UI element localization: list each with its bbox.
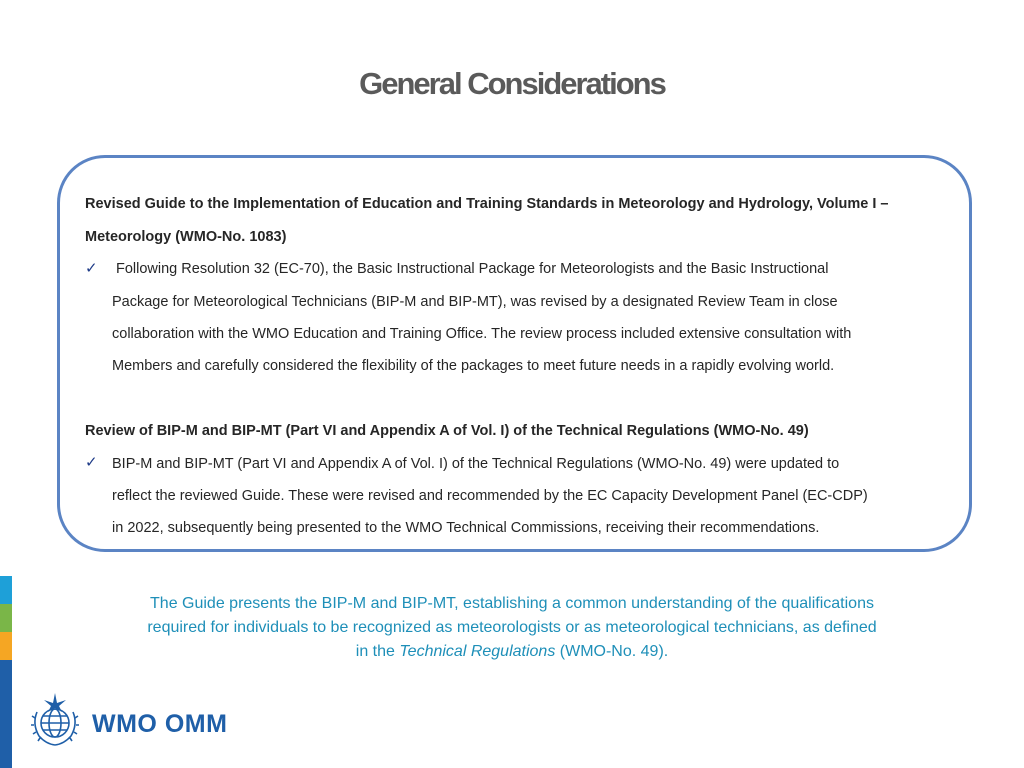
slide-title: General Considerations <box>359 66 665 101</box>
section1-heading-line2: Meteorology (WMO-No. 1083) <box>85 229 287 245</box>
caption-italic-title: Technical Regulations <box>399 643 556 660</box>
stripe-orange <box>0 632 12 660</box>
stripe-green <box>0 604 12 632</box>
section1-bullet-line: Members and carefully considered the flexibility of the packages to meet future needs in a rapidly evolving world. <box>112 358 835 374</box>
section2-bullet-line: BIP-M and BIP-MT (Part VI and Appendix A of Vol. I) of the Technical Regulations (WMO-No. 49) were updated to <box>112 456 840 472</box>
caption-line2: required for individuals to be recognized as meteorologists or as meteorological technicians, as defined <box>147 619 877 636</box>
section2-bullet-line: in 2022, subsequently being presented to the WMO Technical Commissions, receiving their recommendations. <box>112 520 820 536</box>
stripe-blue-dark <box>0 660 12 768</box>
caption-line3-suffix: (WMO-No. 49). <box>555 643 669 660</box>
section2-heading: Review of BIP-M and BIP-MT (Part VI and Appendix A of Vol. I) of the Technical Regulations (WMO-No. 49) <box>85 423 809 439</box>
caption-line1: The Guide presents the BIP-M and BIP-MT, establishing a common understanding of the qualifications <box>150 595 874 612</box>
caption-line3 <box>0 640 1024 664</box>
section1-heading-line1: Revised Guide to the Implementation of Education and Training Standards in Meteorology and Hydrology, Volume I – <box>85 196 889 212</box>
section1-bullet-line: Package for Meteorological Technicians (BIP-M and BIP-MT), was revised by a designated Review Team in close <box>112 294 838 310</box>
caption-line3-prefix: in the <box>355 643 400 660</box>
checkmark-icon: ✓ <box>85 260 98 277</box>
section1-bullet-line: Following Resolution 32 (EC-70), the Basic Instructional Package for Meteorologists and the Basic Instructional <box>116 261 829 277</box>
wmo-logo-text: WMO OMM <box>92 710 228 738</box>
section1-bullet-line: collaboration with the WMO Education and Training Office. The review process included extensive consultation with <box>112 326 852 342</box>
stripe-blue-light <box>0 576 12 604</box>
wmo-emblem-icon <box>28 692 82 748</box>
section2-bullet-line: reflect the reviewed Guide. These were revised and recommended by the EC Capacity Development Panel (EC-CDP) <box>112 488 868 504</box>
checkmark-icon: ✓ <box>85 454 98 471</box>
